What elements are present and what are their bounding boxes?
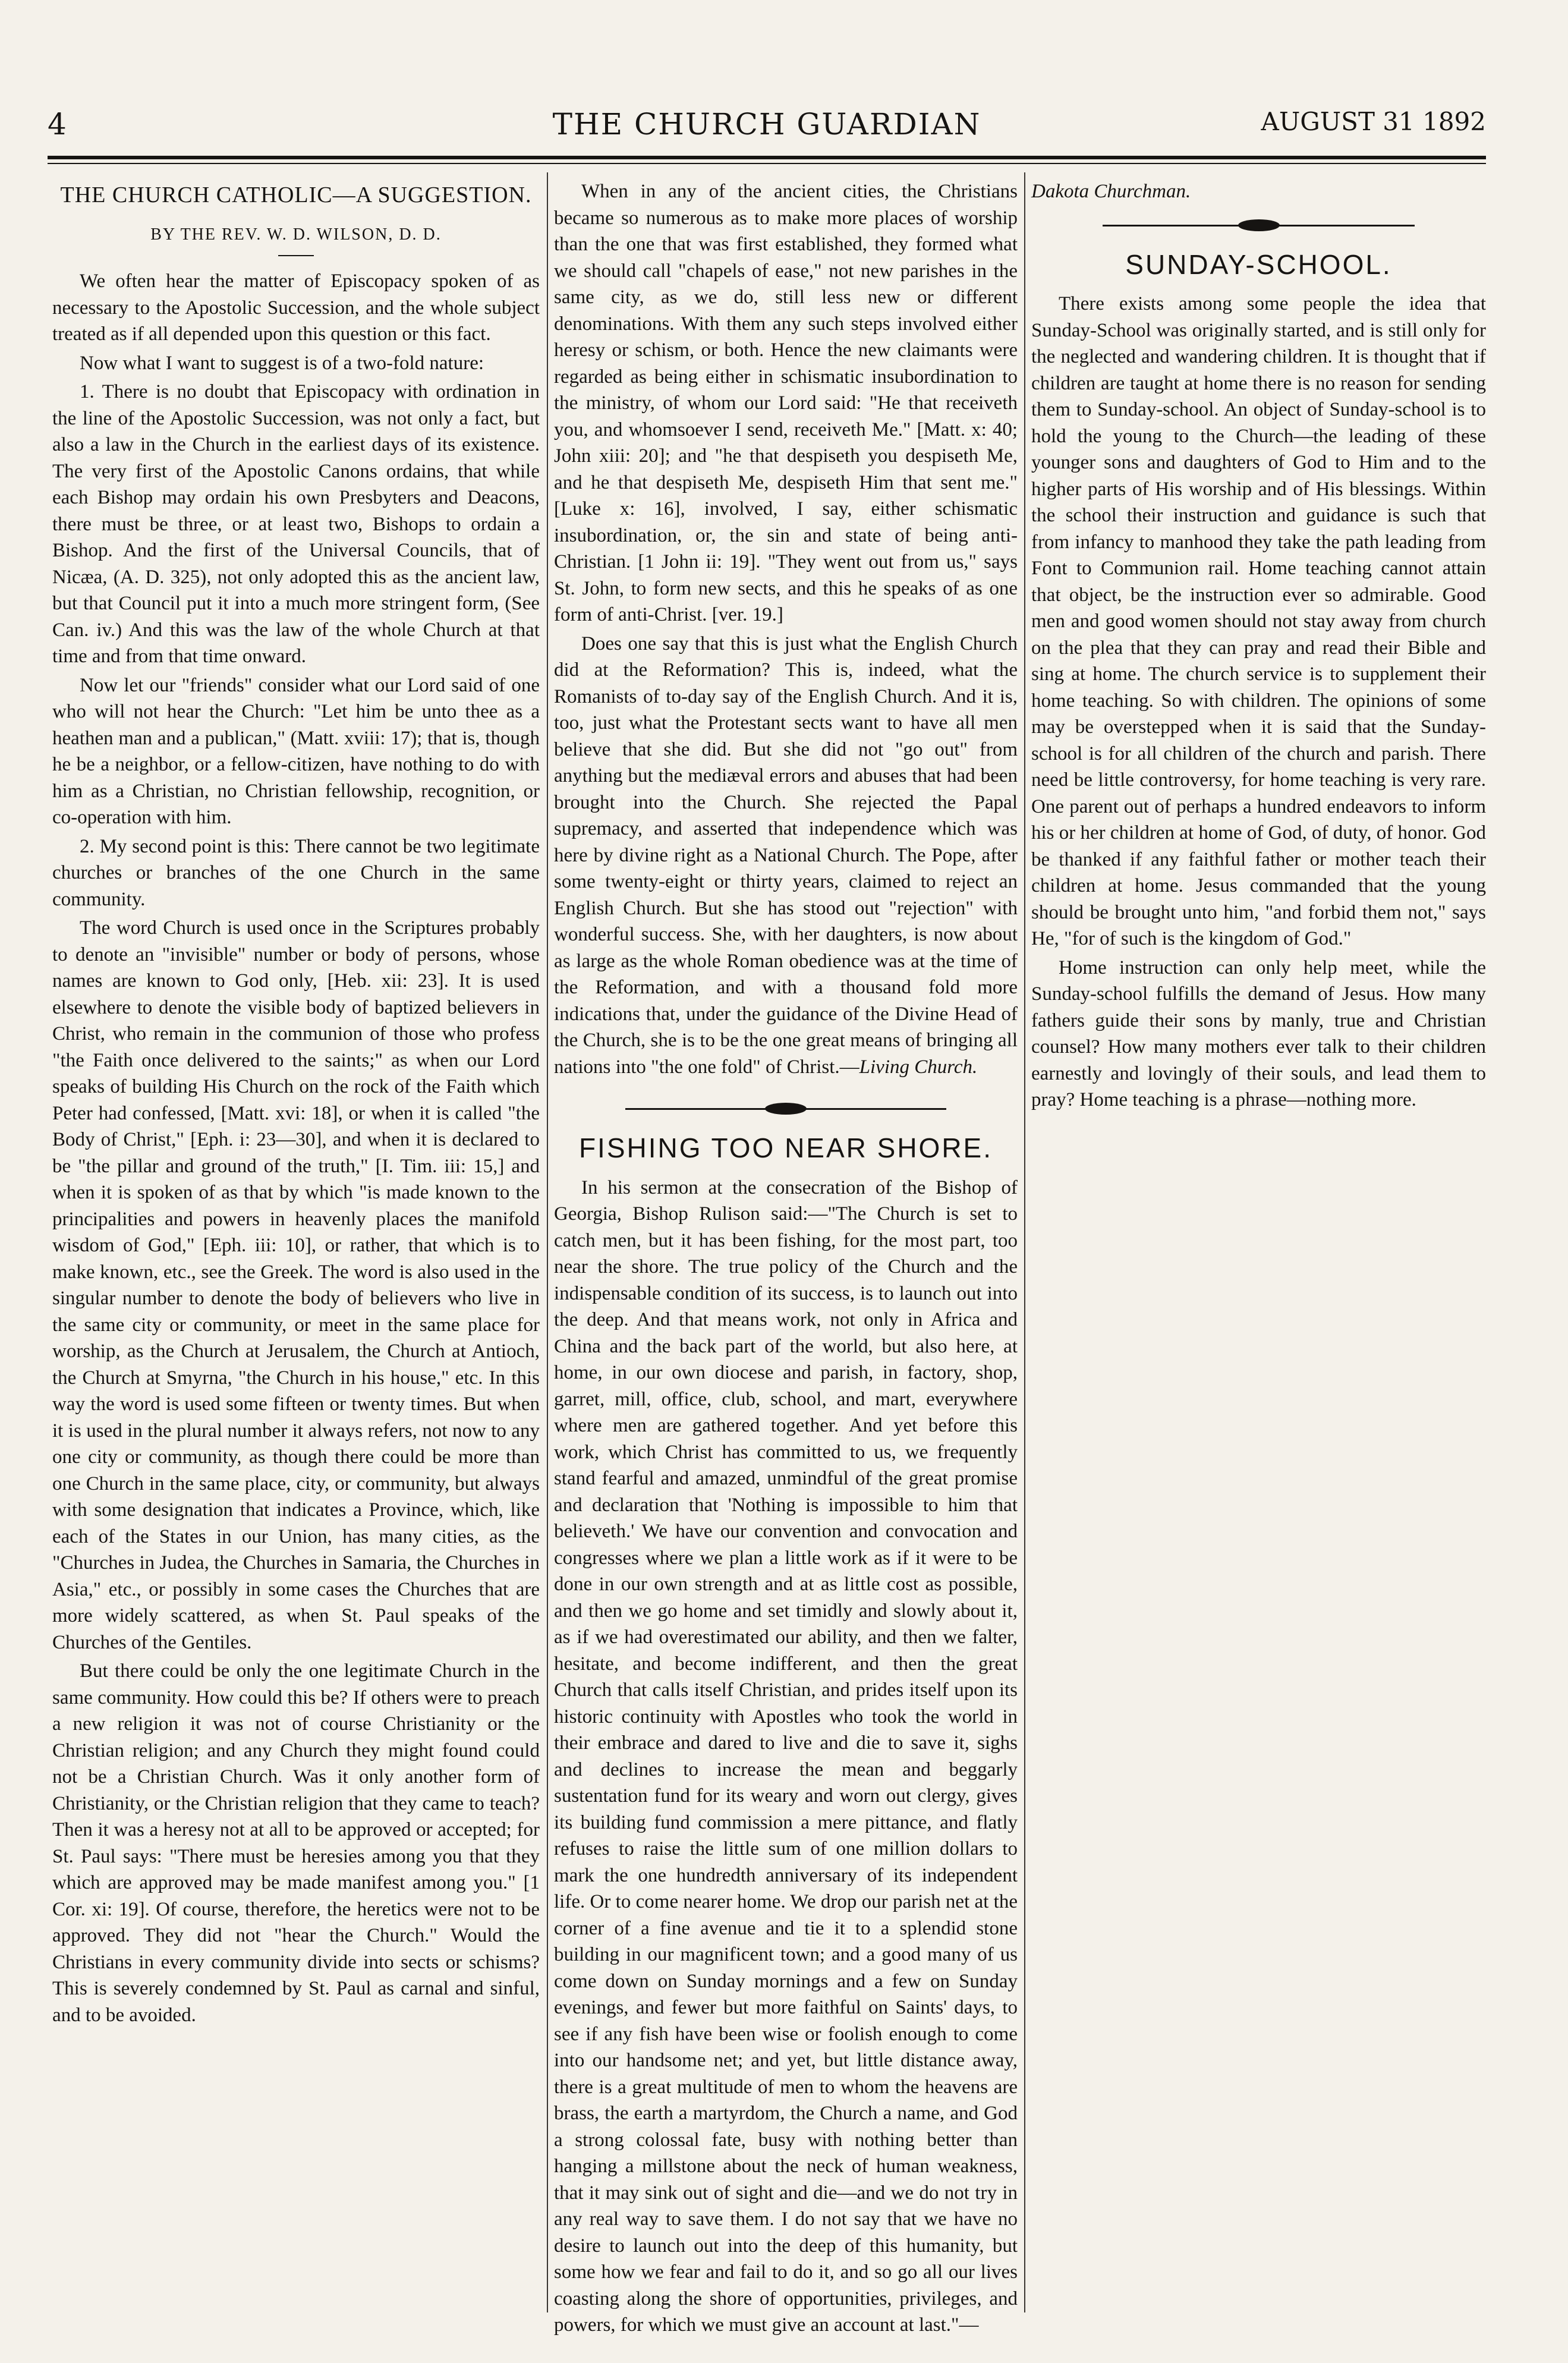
paragraph: The word Church is used once in the Scriptures probably to denote an "invisible" number or body of persons, whose names are known to God only, [Heb. xii: 23]. It is used elsewhere to denote the visible body of baptized believers in Christ, who remain in the communion of those who profess "the Faith once delivered to the saints;" as when our Lord speaks of building His Church on the rock of the Faith which Peter had confessed, [Matt. xvi: 18], or when it is called "the Body of Christ," [Eph. i: 23—30], and when it is declared to be "the pillar and ground of the truth," [I. Tim. iii: 15,] and when it is spoken of as that by which "is made known to the principalities and powers in heavenly places the manifold wisdom of God," [Eph. iii: 10], or rather, that which is to make known, etc., see the Greek. The word is also used in the singular number to denote the body of believers who live in the same city or community, or meet in the same place for worship, as the Church at Jerusalem, the Church at Antioch, the Church at Smyrna, "the Church in his house," etc. In this way the word is used some fifteen or twenty times. But when it is used in the plural number it always refers, not now to any one city or community, as though there could be more than one Church in the same place, city, or community, but always with some designation that indicates a Province, which, like each of the States in our Union, has many cities, as the "Churches in Judea, the Churches in Samaria, the Churches in Asia," etc., or possibly in some cases the Churches that are more widely scattered, as when St. Paul speaks of the Churches of the Gentiles. bbox=[52, 917, 540, 1653]
paragraph: 1. There is no doubt that Episcopacy with ordination in the line of the Apostolic Succession, was not only a fact, but also a law in the Church in the earliest days of its existence. The very first of the Apostolic Canons ordains, that while each Bishop may ordain his own Presbyters and Deacons, there must be three, or at least two, Bishops to ordain a Bishop. And the first of the Universal Councils, that of Nicæa, (A. D. 325), not only adopted this as the ancient law, but that Council put it into a much more stringent form, (See Can. iv.) And this was the law of the whole Church at that time and from that time onward. bbox=[52, 381, 540, 667]
article-byline: BY THE REV. W. D. WILSON, D. D. bbox=[150, 225, 442, 244]
column-2 bbox=[554, 178, 1018, 2336]
paragraph-text: Does one say that this is just what the English Church did at the Reformation? This is, indeed, what the Romanists of to-day say of the English Church. And it is, too, just what the Protestant sects want to have all men believe that she did. But she did not "go out" from anything but the mediæval errors and abuses that had been brought into the Church. She rejected the Papal supremacy, and asserted that independence which was here by divine right as a National Church. The Pope, after some twenty-eight or thirty years, claimed to reject an English Church. But she has stood out "rejection" with wonderful success. She, with her daughters, is now about as large as the whole Roman obedience was at the time of the Reformation, and with a thousand fold more indications that, under the guidance of the Divine Head of the Church, she is to be the one great means of bringing all nations into "the one fold" of Christ. bbox=[554, 633, 1018, 1078]
article-headline: SUNDAY-SCHOOL. bbox=[1125, 248, 1392, 280]
article-headline: FISHING TOO NEAR SHORE. bbox=[578, 1132, 993, 1163]
page-number: 4 bbox=[48, 107, 67, 141]
paragraph: When in any of the ancient cities, the Christians became so numerous as to make more places of worship than the one that was first established, they formed what we should call "chapels of ease," not new parishes in the same city, as we do, still less new or different denominations. With them any such steps involved either heresy or schism, or both. Hence the new claimants were regarded as being either in schismatic insubordination to the ministry, of whom our Lord said: "He that receiveth you, and whomsoever I send, receiveth Me." [Matt. x: 40; John xiii: 20]; and "he that despiseth you despiseth Me, and he that despiseth Me, despiseth Him that sent me." [Luke x: 16], involved, I say, either schismatic insubordination, or, the sin and state of being anti-Christian. [1 John ii: 19]. "They went out from us," says St. John, to form new sects, and this he speaks of as one form of anti-Christ. [ver. 19.] bbox=[554, 181, 1018, 625]
paragraph: Now what I want to suggest is of a two-fold nature: bbox=[80, 352, 484, 374]
issue-date: AUGUST 31 1892 bbox=[1261, 107, 1486, 136]
column-3 bbox=[1031, 178, 1486, 2318]
paragraph: There exists among some people the idea that Sunday-School was originally started, and is still only for the neglected and wandering children. It is thought that if children are taught at home there is no reason for sending them to Sunday-school. An object of Sunday-school is to hold the young to the Church—the leading of these younger sons and daughters of God to Him and to the higher parts of His worship and of His blessings. Within the school their instruction and guidance is such that from infancy to manhood they take the path leading from Font to Communion rail. Home teaching cannot attain that object, be the instruction ever so admirable. Good men and good women should not stay away from church on the plea that they can pray and read their Bible and sing at home. The church service is to supplement their home teaching. So with children. The opinions of some may be overstepped when it is said that the Sunday-school is for all children of the church and parish. There need be little controversy, for home teaching is very rare. One parent out of perhaps a hundred endeavors to inform his or her children at home of God, of duty, of honor. God be thanked if any faithful father or mother teach their children at home. Jesus commanded that the young should be brought unto him, "and forbid them not," says He, "for of such is the kingdom of God." bbox=[1031, 293, 1486, 949]
paragraph bbox=[1031, 178, 1486, 205]
paragraph: Does one say that this is just what the English Church did at the Reformation? This is, indeed, what the Romanists of to-day say of the English Church. And it is, too, just what the Protestant sects want to have all men believe that she did. But she did not "go out" from anything but the mediæval errors and abuses that had been brought into the Church. She rejected the Papal supremacy, and asserted that independence which was here by divine right as a National Church. The Pope, after some twenty-eight or thirty years, claimed to reject an English Church. But she has stood out "rejection" with wonderful success. She, with her daughters, is now about as large as the whole Roman obedience was at the time of the Reformation, and with a thousand fold more indications that, under the guidance of the Divine Head of the Church, she is to be the one great means of bringing all nations into "the one fold" of Christ.—Living Church. bbox=[554, 633, 1018, 1078]
paragraph: Home instruction can only help meet, while the Sunday-school fulfills the demand of Jesus. How many fathers guide their sons by manly, true and Christian counsel? How many mothers ever talk to their children earnestly and lovingly of their souls, and lead them to pray? Home teaching is a phrase—nothing more. bbox=[1031, 956, 1486, 1110]
masthead-rule-thin bbox=[48, 163, 1486, 164]
paragraph: In his sermon at the consecration of the Bishop of Georgia, Bishop Rulison said:—"The Church is set to catch men, but it has been fishing, for the most part, too near the shore. The true policy of the Church and the indispensable condition of its success, is to launch out into the deep. And that means work, not only in Africa and China and the back part of the world, but also here, at home, in our own diocese and parish, in factory, shop, garret, mill, office, club, school, and mart, everywhere where men are gathered together. And yet before this work, which Christ has committed to us, we frequently stand fearful and amazed, unmindful of the great promise and declaration that 'Nothing is impossible to him that believeth.' We have our convention and convocation and congresses where we plan a little work as if it were to be done in our own strength and at as little cost as possible, and then we go home and set timidly and slowly about it, as if we had overestimated our ability, and then we falter, hesitate, and become indifferent, and then the great Church that calls itself Christian, and prides itself upon its historic continuity with Apostles who took the world in their embrace and dared to live and die to save it, sighs and declines to increase the mean and beggarly sustentation fund for its weary and worn out clergy, gives its building fund commission a mere pittance, and flatly refuses to raise the little sum of one million dollars to mark the one hundredth anniversary of its independent life. Or to come nearer home. We drop our parish net at the corner of a fine avenue and tie it to a splendid stone building in our magnificent town; and a good many of us come down on Sunday mornings and a few on Sunday evenings, and fewer but more faithful on Saints' days, to see if any fish have been wise or foolish enough to come into our handsome net; and yet, but little distance away, there is a great multitude of men to whom the heavens are brass, the earth a martyrdom, the Church a name, and God a strong colossal fate, busy with nothing better than hanging a millstone about the neck of human weakness, that it may sink out of sight and die—and we do not try in any real way to save them. I do not say that we have no desire to launch out into the deep of this humanity, but some how we fear and fail to do it, and so go all our lives coasting along the shore of opportunities, privileges, and powers, for which we must give an account at last."— bbox=[554, 1176, 1018, 2336]
section-ornament bbox=[1031, 219, 1486, 231]
article-attribution: Living Church. bbox=[859, 1056, 978, 1078]
article-attribution: Dakota Churchman. bbox=[1031, 181, 1191, 202]
column-1 bbox=[52, 178, 540, 2318]
byline-rule bbox=[278, 255, 314, 256]
column-divider bbox=[1024, 172, 1025, 2312]
paragraph: We often hear the matter of Episcopacy spoken of as necessary to the Apostolic Succession, and the whole subject treated as if all depended upon this question or this fact. bbox=[52, 270, 540, 345]
paragraph: But there could be only the one legitimate Church in the same community. How could this be? If others were to preach a new religion it was not of course Christianity or the Christian religion; and any Church they might found could not be a Christian Church. Was it only another form of Christianity, or the Christian religion that they came to teach? Then it was a heresy not at all to be approved or accepted; for St. Paul says: "There must be heresies among you that they which are approved may be made manifest among you." [1 Cor. xi: 19]. Of course, therefore, the heretics were not to be approved. They did not "hear the Church." Would the Christians in every community divide into sects or schisms? This is severely condemned by St. Paul as carnal and sinful, and to be avoided. bbox=[52, 1660, 540, 2026]
column-divider bbox=[547, 172, 548, 2312]
masthead bbox=[48, 107, 1486, 155]
article-headline: THE CHURCH CATHOLIC—A SUGGESTION. bbox=[60, 183, 532, 207]
section-ornament bbox=[554, 1103, 1018, 1115]
masthead-rule-thick bbox=[48, 156, 1486, 159]
newspaper-title: THE CHURCH GUARDIAN bbox=[552, 107, 981, 141]
paragraph: 2. My second point is this: There cannot be two legitimate churches or branches of the one Church in the same community. bbox=[52, 835, 540, 910]
paragraph: Now let our "friends" consider what our Lord said of one who will not hear the Church: "Let him be unto thee as a heathen man and a publican," (Matt. xviii: 17); that is, though he be a neighbor, or a fellow-citizen, have nothing to do with him as a Christian, no Christian fellowship, recognition, or co-operation with him. bbox=[52, 674, 540, 828]
